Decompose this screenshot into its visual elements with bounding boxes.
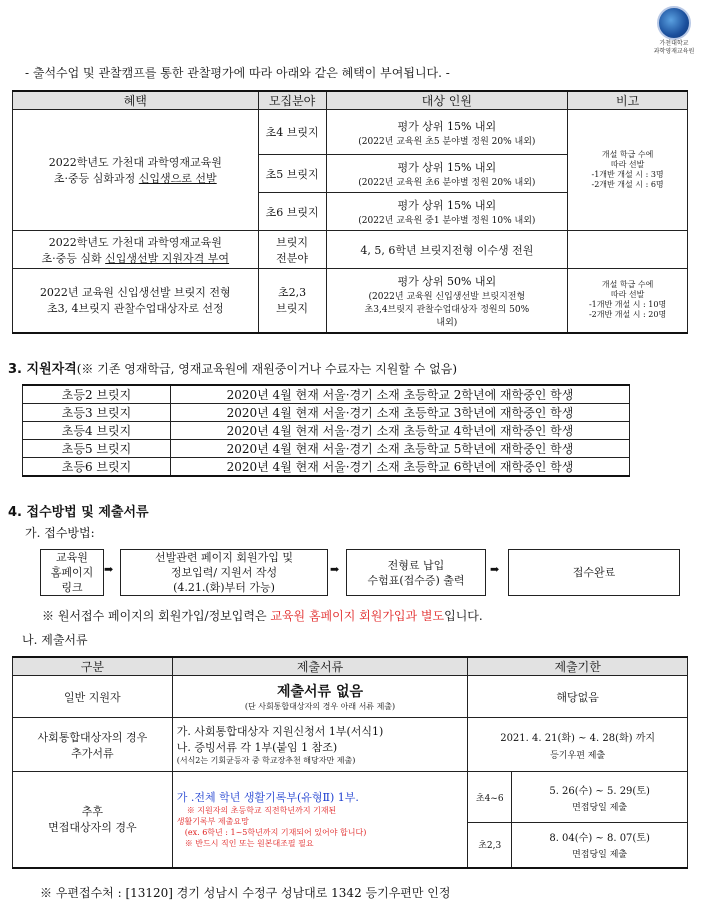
- benefits-table: [12, 90, 688, 334]
- flow-arrow-icon: ➡: [104, 563, 114, 576]
- target-cell: 평가 상위 15% 내외 (2022년 교육원 초6 분야별 정원 20% 내외): [326, 155, 568, 193]
- table-row: 초등3 브릿지 2020년 4월 현재 서울·경기 소재 초등학교 3학년에 재학중인 학생: [23, 404, 630, 422]
- flow-step-complete: 접수완료: [508, 549, 680, 596]
- institution-logo: [652, 6, 696, 64]
- field-cell: 초2,3 브릿지: [258, 269, 326, 333]
- postal-address-footer: ※ 우편접수처 : [13120] 경기 성남시 수정구 성남대로 1342 등기우편만 인정: [40, 886, 451, 900]
- target-cell: 4, 5, 6학년 브릿지전형 이수생 전원: [326, 231, 568, 269]
- logo-line2: 과학영재교육원: [653, 48, 695, 55]
- benefit-cell-2: 2022학년도 가천대 과학영재교육원 초·중등 심화 신입생선발 지원자격 부여: [13, 231, 259, 269]
- eligibility-table: [22, 384, 630, 477]
- benefit-cell-3: 2022년 교육원 신입생선발 브릿지 전형 초3, 4브릿지 관찰수업대상자로 선정: [13, 269, 259, 333]
- remark-cell-2: [568, 231, 688, 269]
- target-cell: 평가 상위 50% 내외 (2022년 교육원 신입생선발 브릿지전형 초3,4브릿지 관찰수업대상자 정원의 50% 내외): [326, 269, 568, 333]
- documents-label: 나. 제출서류: [22, 633, 88, 647]
- logo-emblem-icon: [657, 6, 691, 40]
- logo-line1: 가천대학교: [659, 40, 689, 47]
- section3-heading: 3. 지원자격(※ 기존 영재학급, 영재교육원에 재원중이거나 수료자는 지원할 수 없음): [8, 362, 458, 377]
- documents-table: [12, 656, 688, 869]
- flow-step-payment: 전형료 납입 수험표(접수증) 출력: [346, 549, 486, 596]
- col-header-docs: 제출서류: [172, 657, 468, 676]
- target-cell: 평가 상위 15% 내외 (2022년 교육원 중1 분야별 정원 10% 내외): [326, 193, 568, 231]
- benefit-cell-1: 2022학년도 가천대 과학영재교육원 초·중등 심화과정 신입생으로 선발: [13, 110, 259, 231]
- signup-notice: ※ 원서접수 페이지의 회원가입/정보입력은 교육원 홈페이지 회원가입과 별도입니다.: [42, 609, 483, 623]
- target-cell: 평가 상위 15% 내외 (2022년 교육원 초5 분야별 정원 20% 내외): [326, 110, 568, 155]
- field-cell: 초6 브릿지: [258, 193, 326, 231]
- flow-arrow-icon: ➡: [490, 563, 500, 576]
- field-cell: 초5 브릿지: [258, 155, 326, 193]
- table-row: 일반 지원자 제출서류 없음 (단 사회통합대상자의 경우 아래 서류 제출) 해당없음: [13, 676, 688, 718]
- field-cell: 브릿지 전분야: [258, 231, 326, 269]
- table-row: 초등4 브릿지 2020년 4월 현재 서울·경기 소재 초등학교 4학년에 재학중인 학생: [23, 422, 630, 440]
- flow-arrow-icon: ➡: [330, 563, 340, 576]
- table-row: 사회통합대상자의 경우 추가서류 가. 사회통합대상자 지원신청서 1부(서식1) 나. 증빙서류 각 1부(붙임 1 참조) (서식2는 기회균등자 중 학교장추천 해당자만 제출) 2021. 4. 21(화) ~ 4. 28(화) 까지 등기우편 제출: [13, 718, 688, 772]
- flow-step-signup: 선발관련 페이지 회원가입 및 정보입력/ 지원서 작성 (4.21.(화)부터 가능): [120, 549, 328, 596]
- col-header-deadline: 제출기한: [468, 657, 688, 676]
- flow-step-homepage-link: 교육원 홈페이지 링크: [40, 549, 104, 596]
- field-cell: 초4 브릿지: [258, 110, 326, 155]
- col-header-remark: 비고: [568, 91, 688, 110]
- section4-heading: 4. 접수방법 및 제출서류: [8, 505, 149, 520]
- table-row: 초등2 브릿지 2020년 4월 현재 서울·경기 소재 초등학교 2학년에 재학중인 학생: [23, 385, 630, 404]
- table-row: 초2,3 8. 04(수) ~ 8. 07(토) 면접당일 제출: [13, 823, 688, 868]
- col-header-field: 모집분야: [258, 91, 326, 110]
- remark-cell-3: 개설 학급 수에 따라 선발 -1개반 개설 시 : 10명 -2개반 개설 시 : 20명: [568, 269, 688, 333]
- table-row: 추후 면접대상자의 경우 가 .전체 학년 생활기록부(유형Ⅱ) 1부. ※ 지원자의 초등학교 직전학년까지 기재된 생활기록부 제출요망 (ex. 6학년 : 1~5학년까지 기재되어 있어야 합니다) ※ 반드시 직인 또는 원본대조필 필요 초4~6 5. 26(수) ~ 5. 29(토) 면접당일 제출: [13, 772, 688, 823]
- table-row: 초등6 브릿지 2020년 4월 현재 서울·경기 소재 초등학교 6학년에 재학중인 학생: [23, 458, 630, 477]
- remark-cell-1: 개설 학급 수에 따라 선발 -1개반 개설 시 : 3명 -2개반 개설 시 : 6명: [568, 110, 688, 231]
- application-method-label: 가. 접수방법:: [25, 526, 95, 540]
- col-header-type: 구분: [13, 657, 173, 676]
- col-header-target: 대상 인원: [326, 91, 568, 110]
- table-row: 초등5 브릿지 2020년 4월 현재 서울·경기 소재 초등학교 5학년에 재학중인 학생: [23, 440, 630, 458]
- intro-text: - 출석수업 및 관찰캠프를 통한 관찰평가에 따라 아래와 같은 혜택이 부여됩니다. -: [25, 66, 450, 80]
- col-header-benefit: 혜택: [13, 91, 259, 110]
